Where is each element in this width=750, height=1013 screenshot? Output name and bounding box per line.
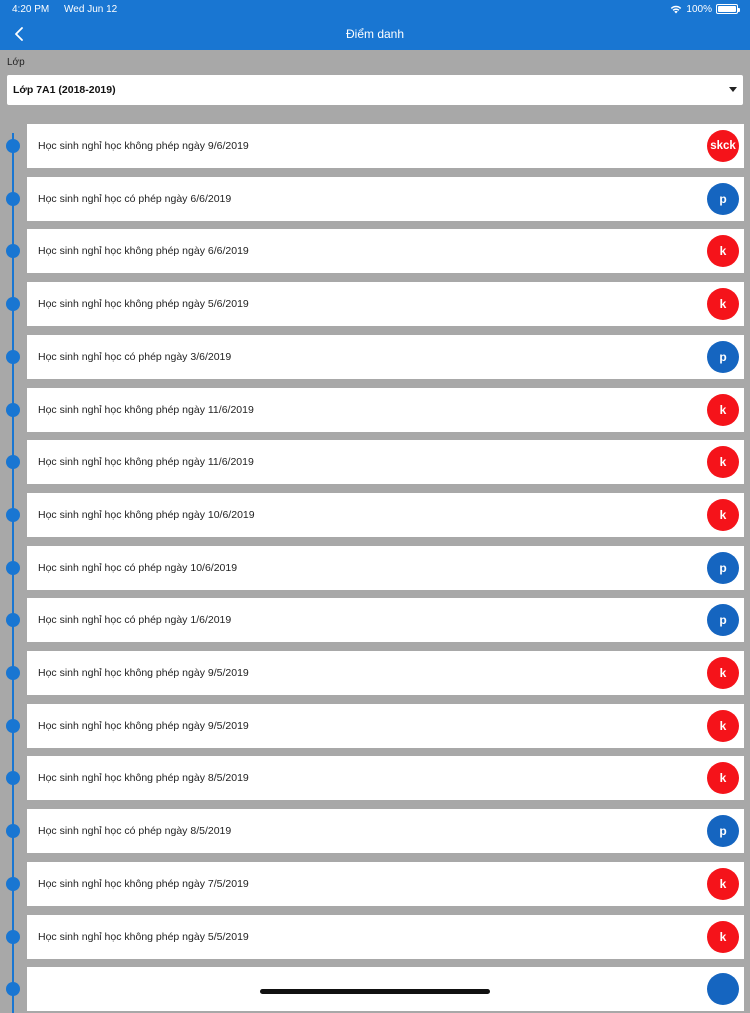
status-time: 4:20 PM (12, 3, 50, 15)
timeline-dot (6, 666, 20, 680)
status-badge: k (707, 762, 739, 794)
list-item (0, 282, 750, 326)
list-item (0, 704, 750, 748)
status-badge: k (707, 921, 739, 953)
list-item (0, 388, 750, 432)
attendance-card[interactable] (27, 704, 744, 748)
status-badge: p (707, 183, 739, 215)
timeline-dot (6, 139, 20, 153)
status-bar (0, 0, 750, 18)
timeline-dot (6, 930, 20, 944)
caret-down-icon (729, 87, 737, 92)
battery-percent: 100% (686, 3, 712, 15)
status-badge: k (707, 499, 739, 531)
attendance-text: Học sinh nghỉ học không phép ngày 5/5/2019 (38, 930, 249, 943)
timeline-dot (6, 192, 20, 206)
attendance-text: Học sinh nghỉ học không phép ngày 8/5/2019 (38, 772, 249, 785)
attendance-card[interactable] (27, 282, 744, 326)
list-item (0, 598, 750, 642)
status-badge: skck (707, 130, 739, 162)
list-item (0, 862, 750, 906)
status-date: Wed Jun 12 (64, 3, 118, 15)
attendance-text: Học sinh nghỉ học không phép ngày 10/6/2019 (38, 508, 255, 521)
attendance-text: Học sinh nghỉ học không phép ngày 7/5/2019 (38, 877, 249, 890)
list-item (0, 651, 750, 695)
attendance-card[interactable] (27, 229, 744, 273)
class-select[interactable] (7, 75, 743, 105)
timeline-dot (6, 350, 20, 364)
wifi-icon (670, 4, 682, 14)
list-item (0, 915, 750, 959)
status-badge: p (707, 552, 739, 584)
list-item (0, 440, 750, 484)
attendance-text: Học sinh nghỉ học không phép ngày 9/5/2019 (38, 719, 249, 732)
home-indicator[interactable] (260, 989, 490, 994)
status-badge: k (707, 657, 739, 689)
attendance-text: Học sinh nghỉ học không phép ngày 9/6/2019 (38, 140, 249, 152)
attendance-text: Học sinh nghỉ học có phép ngày 10/6/2019 (38, 561, 238, 574)
attendance-text: Học sinh nghỉ học không phép ngày 11/6/2019 (38, 403, 254, 416)
status-badge: k (707, 710, 739, 742)
attendance-card[interactable] (27, 598, 744, 642)
status-badge: k (707, 394, 739, 426)
class-select-value: Lớp 7A1 (2018-2019) (13, 84, 116, 96)
timeline-dot (6, 771, 20, 785)
status-badge: p (707, 815, 739, 847)
list-item (0, 124, 750, 168)
battery-level (718, 6, 736, 12)
timeline-dot (6, 613, 20, 627)
timeline-dot (6, 508, 20, 522)
page-title: Điểm danh (345, 27, 405, 41)
list-item (0, 809, 750, 853)
attendance-text: Học sinh nghỉ học không phép ngày 5/6/2019 (38, 298, 249, 311)
status-badge (707, 973, 739, 1005)
attendance-card[interactable] (27, 651, 744, 695)
list-item (0, 756, 750, 800)
status-right (670, 4, 738, 15)
attendance-text: Học sinh nghỉ học không phép ngày 6/6/2019 (38, 245, 249, 258)
class-label: Lớp (7, 57, 25, 68)
attendance-card[interactable] (27, 124, 744, 168)
timeline-dot (6, 719, 20, 733)
timeline-dot (6, 403, 20, 417)
timeline-dot (6, 561, 20, 575)
list-item (0, 546, 750, 590)
status-badge: k (707, 235, 739, 267)
attendance-text: Học sinh nghỉ học không phép ngày 11/6/2019 (38, 456, 254, 469)
attendance-text: Học sinh nghỉ học có phép ngày 1/6/2019 (38, 614, 232, 627)
attendance-card[interactable] (27, 809, 744, 853)
list-item (0, 229, 750, 273)
timeline-dot (6, 824, 20, 838)
timeline-dot (6, 877, 20, 891)
status-badge: p (707, 604, 739, 636)
timeline-dot (6, 982, 20, 996)
attendance-card[interactable] (27, 335, 744, 379)
status-left (12, 4, 129, 15)
list-item (0, 493, 750, 537)
status-badge: k (707, 868, 739, 900)
attendance-card[interactable] (27, 915, 744, 959)
battery-icon (716, 4, 738, 14)
status-badge: p (707, 341, 739, 373)
timeline-dot (6, 297, 20, 311)
main-content (0, 50, 750, 1000)
attendance-text: Học sinh nghỉ học có phép ngày 3/6/2019 (38, 350, 232, 363)
list-item (0, 335, 750, 379)
chevron-left-icon (14, 27, 26, 41)
status-badge: k (707, 446, 739, 478)
attendance-card[interactable] (27, 862, 744, 906)
attendance-text: Học sinh nghỉ học có phép ngày 6/6/2019 (38, 192, 232, 205)
nav-bar (0, 18, 750, 50)
attendance-card[interactable] (27, 440, 744, 484)
attendance-card[interactable] (27, 493, 744, 537)
attendance-card[interactable] (27, 388, 744, 432)
attendance-card[interactable] (27, 177, 744, 221)
attendance-text: Học sinh nghỉ học có phép ngày 8/5/2019 (38, 825, 232, 838)
timeline-dot (6, 455, 20, 469)
status-badge: k (707, 288, 739, 320)
attendance-card[interactable] (27, 756, 744, 800)
timeline-dot (6, 244, 20, 258)
attendance-text: Học sinh nghỉ học không phép ngày 9/5/2019 (38, 667, 249, 679)
attendance-card[interactable] (27, 546, 744, 590)
back-button[interactable] (8, 22, 32, 46)
list-item (0, 177, 750, 221)
